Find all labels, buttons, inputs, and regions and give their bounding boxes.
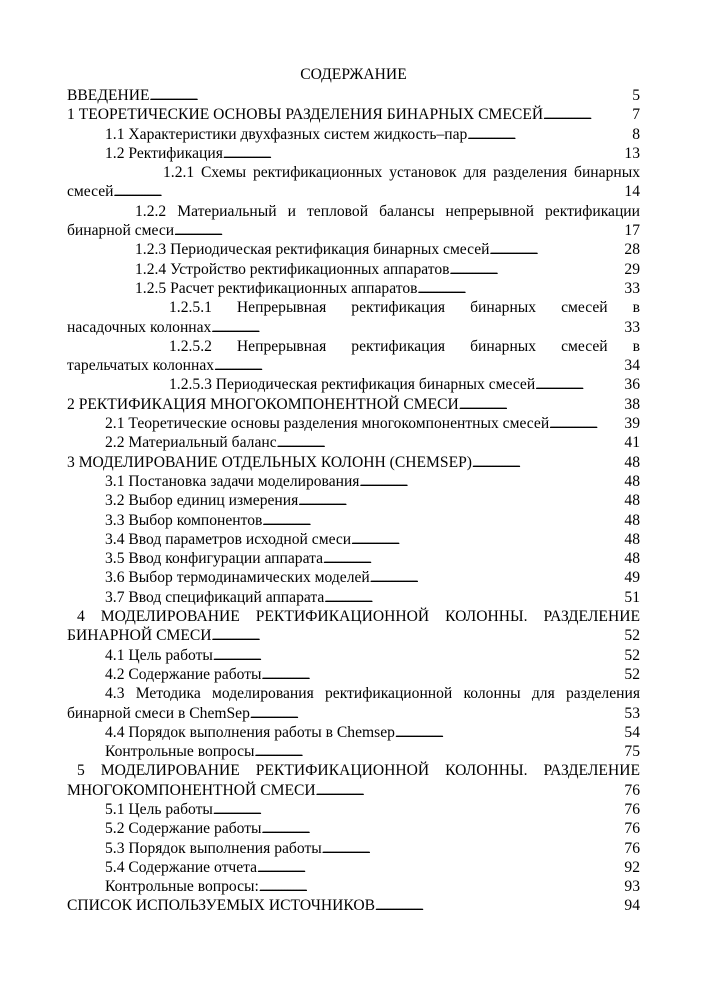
toc-entry[interactable] — [67, 684, 640, 723]
toc-page-number: 76 — [624, 800, 640, 818]
toc-entry[interactable] — [67, 819, 640, 838]
toc-entry-row — [67, 356, 640, 375]
toc-page-number: 29 — [624, 260, 640, 278]
toc-page-number: 39 — [624, 415, 640, 433]
toc-entry-row — [67, 472, 640, 491]
toc-entry[interactable] — [67, 665, 640, 684]
toc-entry[interactable] — [67, 202, 640, 241]
dot-leader — [417, 279, 622, 300]
toc-entry-label: 1 ТЕОРЕТИЧЕСКИЕ ОСНОВЫ РАЗДЕЛЕНИЯ БИНАРНЫХ СМЕСЕЙ — [67, 106, 544, 124]
toc-entry-row — [67, 549, 640, 568]
toc-page-number: 8 — [632, 125, 640, 143]
toc-entry-title-line: 1.2.5.1 Непрерывная ректификация бинарных смесей в — [169, 299, 640, 317]
toc-entry-row — [67, 240, 640, 259]
dot-leader — [322, 839, 623, 860]
toc-entry-label: 3.2 Выбор единиц измерения — [105, 492, 299, 510]
toc-page-number: 49 — [624, 569, 640, 587]
toc-entry-row — [67, 125, 640, 144]
toc-entry[interactable] — [67, 568, 640, 587]
toc-page-number: 13 — [624, 144, 640, 162]
dot-leader — [277, 433, 623, 454]
toc-entry[interactable] — [67, 163, 640, 202]
dot-leader — [250, 704, 623, 725]
toc-entry-label: 5.4 Содержание отчета — [105, 858, 258, 876]
dot-leader — [214, 356, 622, 377]
dot-leader — [262, 819, 623, 840]
toc-entry-title-line: 4.3 Методика моделирования ректификационной колонны для разделения — [105, 685, 640, 703]
dot-leader — [323, 549, 622, 570]
toc-page-number: 76 — [624, 781, 640, 799]
toc-entry-label: 4.4 Порядок выполнения работы в Chemsep — [105, 723, 395, 741]
toc-entry-row — [67, 86, 640, 105]
toc-entry-row — [67, 839, 640, 858]
toc-entry-label: Контрольные вопросы — [105, 743, 255, 761]
dot-leader — [324, 588, 622, 609]
toc-entry[interactable] — [67, 491, 640, 510]
toc-entry[interactable] — [67, 453, 640, 472]
toc-page-number: 38 — [624, 395, 640, 413]
toc-entry[interactable] — [67, 761, 640, 800]
toc-page-number: 41 — [624, 434, 640, 452]
toc-page-number: 48 — [624, 530, 640, 548]
toc-page-number: 48 — [624, 453, 640, 471]
toc-entry-label: БИНАРНОЙ СМЕСИ — [67, 627, 212, 645]
toc-entry-label: смесей — [67, 183, 114, 201]
toc-entry-row — [67, 414, 640, 433]
toc-entry-row — [67, 800, 640, 819]
toc-page-number: 53 — [624, 704, 640, 722]
toc-entry-row — [67, 453, 640, 472]
toc-entry-row — [67, 375, 640, 394]
dot-leader — [467, 125, 630, 146]
toc-entry-row — [67, 588, 640, 607]
toc-entry[interactable] — [67, 742, 640, 761]
toc-entry-row — [67, 704, 640, 723]
toc-page-number: 93 — [624, 878, 640, 896]
toc-entry-row — [67, 646, 640, 665]
toc-entry[interactable] — [67, 800, 640, 819]
toc-entry-label: ВВЕДЕНИЕ — [67, 87, 150, 104]
toc-page-number: 54 — [624, 723, 640, 741]
toc-page-number: 36 — [624, 376, 640, 394]
toc-entry-title-line: 1.2.2 Материальный и тепловой балансы непрерывной ректификации — [135, 202, 640, 220]
toc-page-number: 48 — [624, 511, 640, 529]
dot-leader — [113, 182, 622, 203]
dot-leader — [351, 530, 622, 551]
toc-title: СОДЕРЖАНИЕ — [300, 66, 407, 83]
toc-entry[interactable] — [67, 646, 640, 665]
toc-entry[interactable] — [67, 279, 640, 298]
dot-leader — [459, 395, 623, 416]
toc-entry-row — [67, 858, 640, 877]
toc-page-number: 17 — [624, 222, 640, 240]
toc-entry-label: 5.1 Цель работы — [105, 800, 213, 818]
toc-entry-label: тарельчатых колоннах — [67, 357, 215, 375]
toc-entry-label: 4.2 Содержание работы — [105, 665, 262, 683]
toc-entry-row — [67, 511, 640, 530]
dot-leader — [472, 453, 622, 474]
toc-entry[interactable] — [67, 472, 640, 491]
table-of-contents — [67, 86, 640, 916]
toc-entry-label: СПИСОК ИСПОЛЬЗУЕМЫХ ИСТОЧНИКОВ — [67, 897, 376, 915]
toc-entry-row — [67, 530, 640, 549]
toc-entry[interactable] — [67, 588, 640, 607]
toc-entry[interactable] — [67, 105, 640, 124]
toc-entry-label: бинарной смеси — [67, 222, 175, 240]
toc-page-number: 92 — [624, 858, 640, 876]
toc-entry[interactable] — [67, 86, 640, 105]
dot-leader — [257, 858, 622, 879]
toc-entry-label: Контрольные вопросы: — [105, 878, 259, 896]
dot-leader — [375, 896, 622, 917]
toc-page-number: 14 — [624, 183, 640, 201]
toc-entry[interactable] — [67, 607, 640, 646]
toc-entry-label: бинарной смеси в ChemSep — [67, 704, 250, 722]
dot-leader — [370, 568, 623, 589]
toc-page-number: 76 — [624, 839, 640, 857]
toc-entry[interactable] — [67, 260, 640, 279]
toc-entry[interactable] — [67, 877, 640, 896]
toc-entry[interactable] — [67, 337, 640, 376]
toc-page-number: 48 — [624, 492, 640, 510]
dot-leader — [535, 375, 622, 396]
toc-entry-label: 2 РЕКТИФИКАЦИЯ МНОГОКОМПОНЕНТНОЙ СМЕСИ — [67, 395, 459, 413]
dot-leader — [450, 260, 623, 281]
toc-entry[interactable] — [67, 896, 640, 915]
toc-entry-label: 1.1 Характеристики двухфазных систем жидкость–пар — [105, 125, 468, 143]
toc-entry-title-line: 1.2.1 Схемы ректификационных установок для разделения бинарных — [163, 164, 640, 182]
toc-page-number: 52 — [624, 646, 640, 664]
toc-entry-row — [67, 260, 640, 279]
toc-entry-label: 3.4 Ввод параметров исходной смеси — [105, 530, 352, 548]
toc-entry-label: 1.2.5.3 Периодическая ректификация бинарных смесей — [169, 376, 536, 394]
toc-entry-label: 5.2 Содержание работы — [105, 820, 262, 838]
toc-page-number: 28 — [624, 241, 640, 259]
toc-entry-row — [67, 723, 640, 742]
toc-entry[interactable] — [67, 723, 640, 742]
toc-entry-title-line: 1.2.5.2 Непрерывная ректификация бинарных смесей в — [169, 337, 640, 355]
toc-page-number: 75 — [624, 743, 640, 761]
dot-leader — [543, 105, 630, 126]
dot-leader — [211, 318, 622, 339]
dot-leader — [549, 414, 622, 435]
dot-leader — [213, 646, 623, 667]
toc-entry[interactable] — [67, 549, 640, 568]
toc-page-number: 52 — [624, 627, 640, 645]
toc-entry-title-line: 4 МОДЕЛИРОВАНИЕ РЕКТИФИКАЦИОННОЙ КОЛОННЫ. РАЗДЕЛЕНИЕ — [77, 608, 640, 626]
toc-entry-label: МНОГОКОМПОНЕНТНОЙ СМЕСИ — [67, 781, 316, 799]
toc-entry[interactable] — [67, 395, 640, 414]
dot-leader — [262, 665, 623, 686]
toc-entry-row — [67, 819, 640, 838]
toc-page-number: 48 — [624, 472, 640, 490]
toc-entry-row — [67, 182, 640, 201]
toc-entry-row — [67, 568, 640, 587]
toc-entry-label: 3 МОДЕЛИРОВАНИЕ ОТДЕЛЬНЫХ КОЛОНН (CHEMSEP) — [67, 453, 472, 471]
toc-page-number: 7 — [632, 106, 640, 124]
toc-entry-row — [67, 626, 640, 645]
toc-entry[interactable] — [67, 511, 640, 530]
toc-entry-label: 3.1 Постановка задачи моделирования — [105, 472, 360, 490]
toc-entry-label: 4.1 Цель работы — [105, 646, 213, 664]
toc-entry-label: насадочных колоннах — [67, 318, 212, 336]
dot-leader — [298, 491, 622, 512]
toc-entry-row — [67, 433, 640, 452]
dot-leader — [212, 626, 623, 647]
dot-leader — [490, 240, 623, 261]
toc-entry-row — [67, 896, 640, 915]
dot-leader — [174, 221, 622, 242]
toc-entry[interactable] — [67, 839, 640, 858]
toc-entry[interactable] — [67, 144, 640, 163]
toc-page-number: 33 — [624, 279, 640, 297]
toc-entry-title-line: 5 МОДЕЛИРОВАНИЕ РЕКТИФИКАЦИОННОЙ КОЛОННЫ. РАЗДЕЛЕНИЕ — [77, 762, 640, 780]
toc-page-number: 76 — [624, 820, 640, 838]
toc-page-number: 34 — [624, 357, 640, 375]
dot-leader — [259, 877, 623, 898]
toc-page-number: 48 — [624, 550, 640, 568]
dot-leader — [223, 144, 623, 165]
toc-entry[interactable] — [67, 433, 640, 452]
dot-leader — [213, 800, 623, 821]
toc-entry-label: 5.3 Порядок выполнения работы — [105, 839, 322, 857]
toc-entry-label: 3.5 Ввод конфигурации аппарата — [105, 550, 324, 568]
dot-leader — [262, 511, 622, 532]
dot-leader — [150, 86, 631, 107]
toc-entry-row — [67, 742, 640, 761]
toc-entry-label: 3.6 Выбор термодинамических моделей — [105, 569, 370, 587]
toc-page-number: 5 — [632, 87, 640, 104]
toc-entry[interactable] — [67, 240, 640, 259]
toc-entry-label: 1.2 Ректификация — [105, 144, 223, 162]
toc-entry-label: 3.3 Выбор компонентов — [105, 511, 263, 529]
toc-entry-row — [67, 491, 640, 510]
dot-leader — [254, 742, 622, 763]
toc-page-number: 33 — [624, 318, 640, 336]
toc-entry-label: 1.2.3 Периодическая ректификация бинарных смесей — [135, 241, 490, 259]
toc-entry-row — [67, 395, 640, 414]
toc-entry[interactable] — [67, 858, 640, 877]
dot-leader — [359, 472, 622, 493]
toc-entry[interactable] — [67, 298, 640, 337]
toc-entry[interactable] — [67, 125, 640, 144]
toc-entry-label: 2.1 Теоретические основы разделения многокомпонентных смесей — [105, 415, 550, 433]
toc-page-number: 51 — [624, 588, 640, 606]
toc-entry-row — [67, 665, 640, 684]
toc-entry-row — [67, 318, 640, 337]
toc-entry-label: 1.2.4 Устройство ректификационных аппаратов — [135, 260, 450, 278]
toc-entry-label: 2.2 Материальный баланс — [105, 434, 277, 452]
toc-entry-row — [67, 105, 640, 124]
toc-entry[interactable] — [67, 414, 640, 433]
toc-page-number: 52 — [624, 665, 640, 683]
toc-entry-row — [67, 221, 640, 240]
toc-page-number: 94 — [624, 897, 640, 915]
toc-entry[interactable] — [67, 375, 640, 394]
toc-entry-row — [67, 781, 640, 800]
dot-leader — [395, 723, 622, 744]
toc-entry-label: 1.2.5 Расчет ректификационных аппаратов — [135, 279, 418, 297]
toc-entry-row — [67, 877, 640, 896]
toc-entry[interactable] — [67, 530, 640, 549]
toc-entry-row — [67, 144, 640, 163]
dot-leader — [316, 781, 623, 802]
toc-entry-row — [67, 279, 640, 298]
toc-entry-label: 3.7 Ввод спецификаций аппарата — [105, 588, 325, 606]
